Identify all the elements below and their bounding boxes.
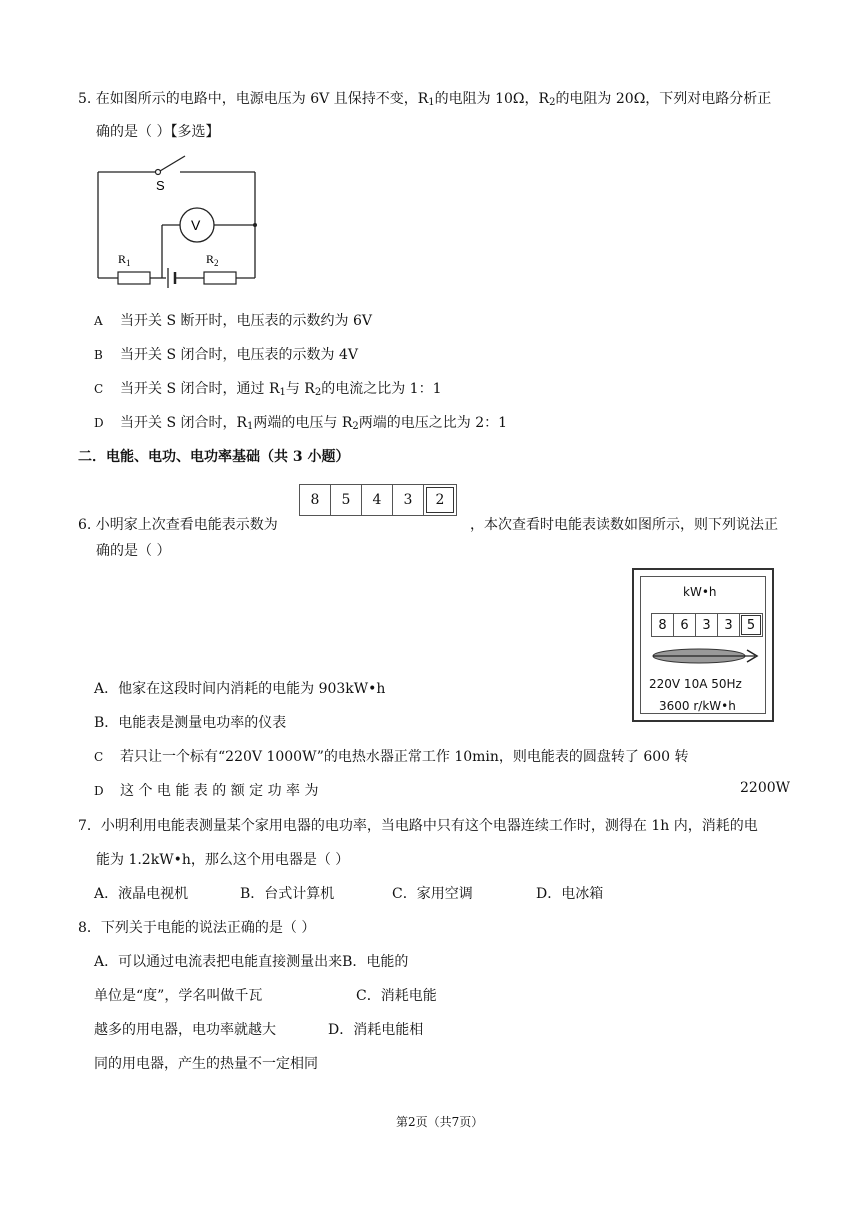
q8-options-line4[interactable]: 同的用电器，产生的热量不一定相同 <box>94 1056 318 1072</box>
resistor-r2 <box>204 272 236 284</box>
q6-option-b[interactable]: B．电能表是测量电功率的仪表 <box>94 715 287 731</box>
q5-stem-line2: 确的是（ ）【多选】 <box>96 124 220 140</box>
meter-digit-decimal: 5 <box>741 615 761 635</box>
q6-option-d[interactable]: D 这 个 电 能 表 的 额 定 功 率 为 <box>94 783 319 799</box>
circuit-diagram <box>90 150 270 290</box>
meter-digit: 6 <box>674 614 696 636</box>
meter-digit: 3 <box>696 614 718 636</box>
q6-option-d-value: 2200W <box>740 780 791 796</box>
q8-options-line2a[interactable]: 单位是“度”，学名叫做千瓦 <box>94 988 263 1004</box>
r1-label: $R_1$ <box>118 252 131 268</box>
prev-digit: 5 <box>331 485 362 515</box>
voltmeter-label: V <box>191 217 201 233</box>
meter-disc-arrow-icon <box>649 645 761 667</box>
energy-meter-figure <box>632 568 774 722</box>
section-heading: 二．电能、电功、电功率基础（共 3 小题） <box>78 449 350 465</box>
meter-spec-line1: 220V 10A 50Hz <box>649 677 742 691</box>
meter-unit: kW•h <box>683 585 717 599</box>
q7-option-c[interactable]: C．家用空调 <box>392 886 473 902</box>
q6-option-a[interactable]: A．他家在这段时间内消耗的电能为 903kW•h <box>94 681 386 697</box>
q8-options-line3a[interactable]: 越多的用电器，电功率就越大 <box>94 1022 276 1038</box>
prev-digit: 3 <box>393 485 424 515</box>
prev-digit-decimal: 2 <box>426 487 454 513</box>
meter-spec-line2: 3600 r/kW•h <box>659 699 736 713</box>
previous-meter-reading <box>299 484 457 516</box>
junction-dot <box>253 223 257 227</box>
q7-option-d[interactable]: D．电冰箱 <box>536 886 604 902</box>
meter-digit: 3 <box>718 614 740 636</box>
switch-label: S <box>156 178 165 193</box>
q7-stem-line2: 能为 1.2kW•h，那么这个用电器是（ ） <box>96 852 350 868</box>
q6-stem-line1b: ，本次查看时电能表读数如图所示，则下列说法正 <box>470 517 778 533</box>
q7-option-a[interactable]: A．液晶电视机 <box>94 886 189 902</box>
prev-digit: 8 <box>300 485 331 515</box>
switch-lever <box>160 156 185 171</box>
switch-pivot <box>156 170 161 175</box>
q6-stem-line2: 确的是（ ） <box>96 543 171 559</box>
prev-digit: 4 <box>362 485 393 515</box>
q7-stem-line1: 7．小明利用电能表测量某个家用电器的电功率，当电路中只有这个电器连续工作时，测得在 1h 内，消耗的电 <box>78 818 758 834</box>
page-number: 第2页（共7页） <box>396 1115 484 1129</box>
resistor-r1 <box>118 272 150 284</box>
r2-label: $R_2$ <box>206 252 219 268</box>
q6-option-c[interactable]: C 若只让一个标有“220V 1000W”的电热水器正常工作 10min，则电能表的圆盘转了 600 转 <box>94 749 689 765</box>
q8-options-line2b[interactable]: C．消耗电能 <box>356 988 437 1004</box>
q8-options-line3b[interactable]: D．消耗电能相 <box>328 1022 424 1038</box>
q7-option-b[interactable]: B．台式计算机 <box>240 886 335 902</box>
q5-option-c[interactable]: C 当开关 S 闭合时，通过 $R_1$与 $R_2$的电流之比为 1：1 <box>94 381 442 398</box>
meter-reading <box>651 613 763 637</box>
q5-option-d[interactable]: D 当开关 S 闭合时，$R_1$两端的电压与 $R_2$两端的电压之比为 2：1 <box>94 415 508 432</box>
q6-stem-line1a: 6. 小明家上次查看电能表示数为 <box>78 517 278 533</box>
q5-option-a[interactable]: A 当开关 S 断开时，电压表的示数约为 6V <box>94 313 372 329</box>
meter-digit: 8 <box>652 614 674 636</box>
q5-stem-line1: 5. 在如图所示的电路中，电源电压为 6V 且保持不变，$R_1$的电阻为 10Ω，$R_2$的电阻为 20Ω，下列对电路分析正 <box>78 91 772 108</box>
q8-options-line1[interactable]: A．可以通过电流表把电能直接测量出来B．电能的 <box>94 954 409 970</box>
q8-stem: 8．下列关于电能的说法正确的是（ ） <box>78 920 316 936</box>
q5-option-b[interactable]: B 当开关 S 闭合时，电压表的示数为 4V <box>94 347 358 363</box>
